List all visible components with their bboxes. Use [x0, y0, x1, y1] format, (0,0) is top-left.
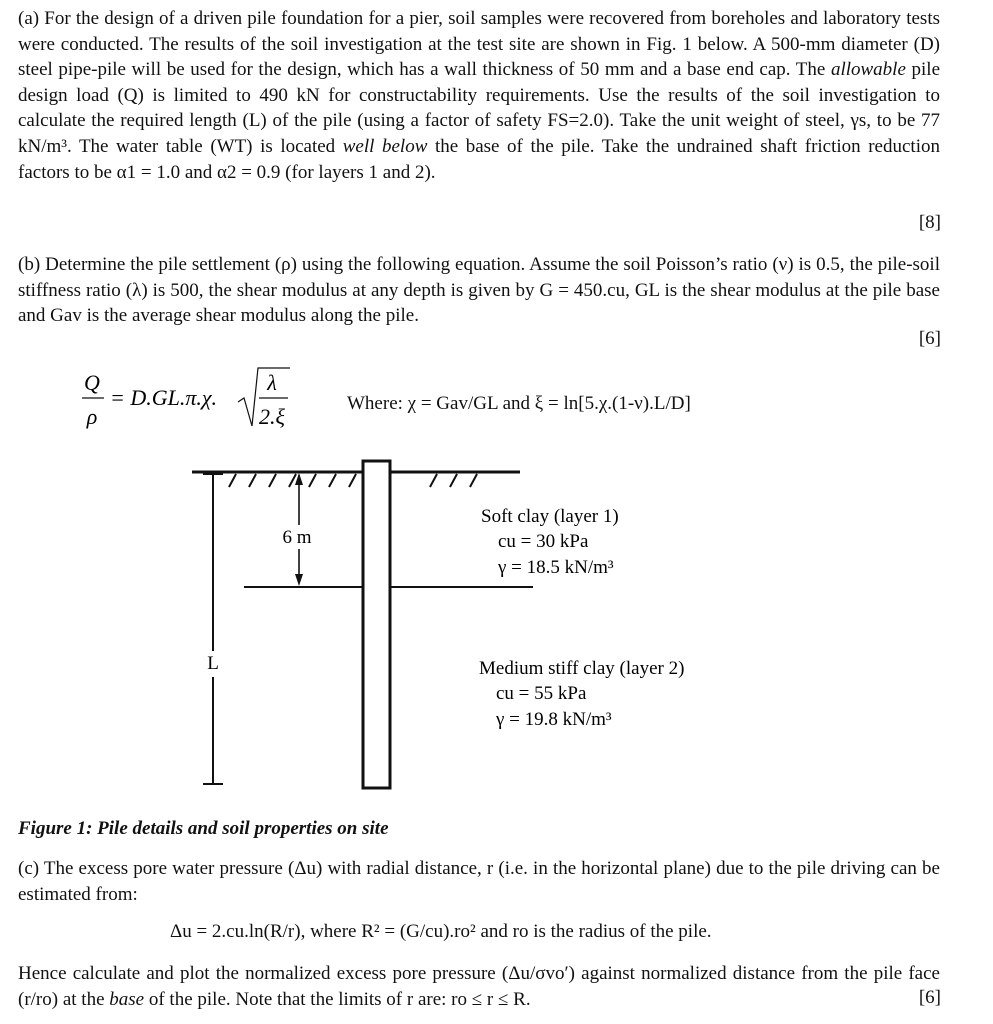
part-a-emphasis-allowable: allowable	[830, 59, 906, 81]
eq-root-numerator: λ	[267, 370, 277, 395]
steel-pile	[363, 461, 390, 788]
layer1-name: Soft clay (layer 1)	[481, 506, 619, 527]
depth-arrow-bottom	[295, 574, 303, 586]
equation-where: Where: χ = Gav/GL and ξ = ln[5.χ.(1-ν).L/D]	[347, 393, 691, 414]
part-a-marks: [8]	[918, 212, 941, 233]
part-c-marks: [6]	[918, 987, 941, 1008]
part-a-emphasis-well-below: well below	[342, 135, 428, 157]
pore-pressure-formula: Δu = 2.cu.ln(R/r), where R² = (G/cu).ro² and ro is the radius of the pile.	[170, 921, 712, 942]
depth-label: 6 m	[282, 527, 312, 548]
part-a-text-1: (a) For the design of a driven pile foundation for a pier, soil samples were recovered from boreholes and laboratory tests were conducted. The results of the soil investigation at the test site are shown in Fig. 1 below. A 500-mm diameter (D) steel pipe-pile will be used for the design, which has a wall thickness of 50 mm and a base end cap. The	[18, 8, 940, 81]
part-c-text-2	[18, 961, 940, 1012]
length-label: L	[207, 653, 219, 674]
part-c-emphasis-base: base	[109, 988, 145, 1010]
part-c-text-2b: of the pile. Note that the limits of r are: ro ≤ r ≤ R.	[144, 988, 531, 1010]
ground-hatching	[229, 474, 477, 487]
part-c-text-1: (c) The excess pore water pressure (Δu) with radial distance, r (i.e. in the horizontal plane) due to the pile driving can be estimated from:	[18, 858, 940, 905]
eq-root-denominator: 2.ξ	[259, 404, 285, 429]
part-a-text-3: the base of the pile. Take the undrained shaft friction reduction factors to be α1 = 1.0 and α2 = 0.9 (for layers 1 and 2).	[18, 135, 940, 183]
figure-caption: Figure 1: Pile details and soil properties on site	[18, 818, 389, 839]
part-c-text-2a: Hence calculate and plot the normalized excess pore pressure (Δu/σvo′) against normalized distance from the pile face (r/ro) at the	[18, 963, 940, 1010]
part-b-text: (b) Determine the pile settlement (ρ) using the following equation. Assume the soil Poisson’s ratio (ν) is 0.5, the pile-soil stiffness ratio (λ) is 500, the shear modulus at any depth is given by G = 450.cu, GL is the shear modulus at the pile base and Gav is the average shear modulus along the pile.	[18, 254, 940, 327]
layer1-gamma: γ = 18.5 kN/m³	[498, 557, 614, 578]
part-b-marks: [6]	[918, 328, 941, 349]
part-a-text-2: pile design load (Q) is limited to 490 kN for constructability requirements. Use the results of the soil investigation to calculate the required length (L) of the pile (using a factor of safety FS=2.0). Take the unit weight of steel, γs, to be 77 kN/m³. The water table (WT) is located	[18, 59, 940, 157]
layer1-cu: cu = 30 kPa	[498, 531, 589, 552]
eq-rhs: = D.GL.π.χ.	[110, 385, 218, 410]
eq-denominator: ρ	[86, 404, 98, 429]
eq-numerator: Q	[84, 370, 100, 395]
layer2-gamma: γ = 19.8 kN/m³	[496, 709, 612, 730]
pile-figure	[0, 455, 993, 815]
layer2-name: Medium stiff clay (layer 2)	[479, 658, 685, 679]
part-a-text	[18, 6, 940, 185]
layer2-cu: cu = 55 kPa	[496, 683, 587, 704]
